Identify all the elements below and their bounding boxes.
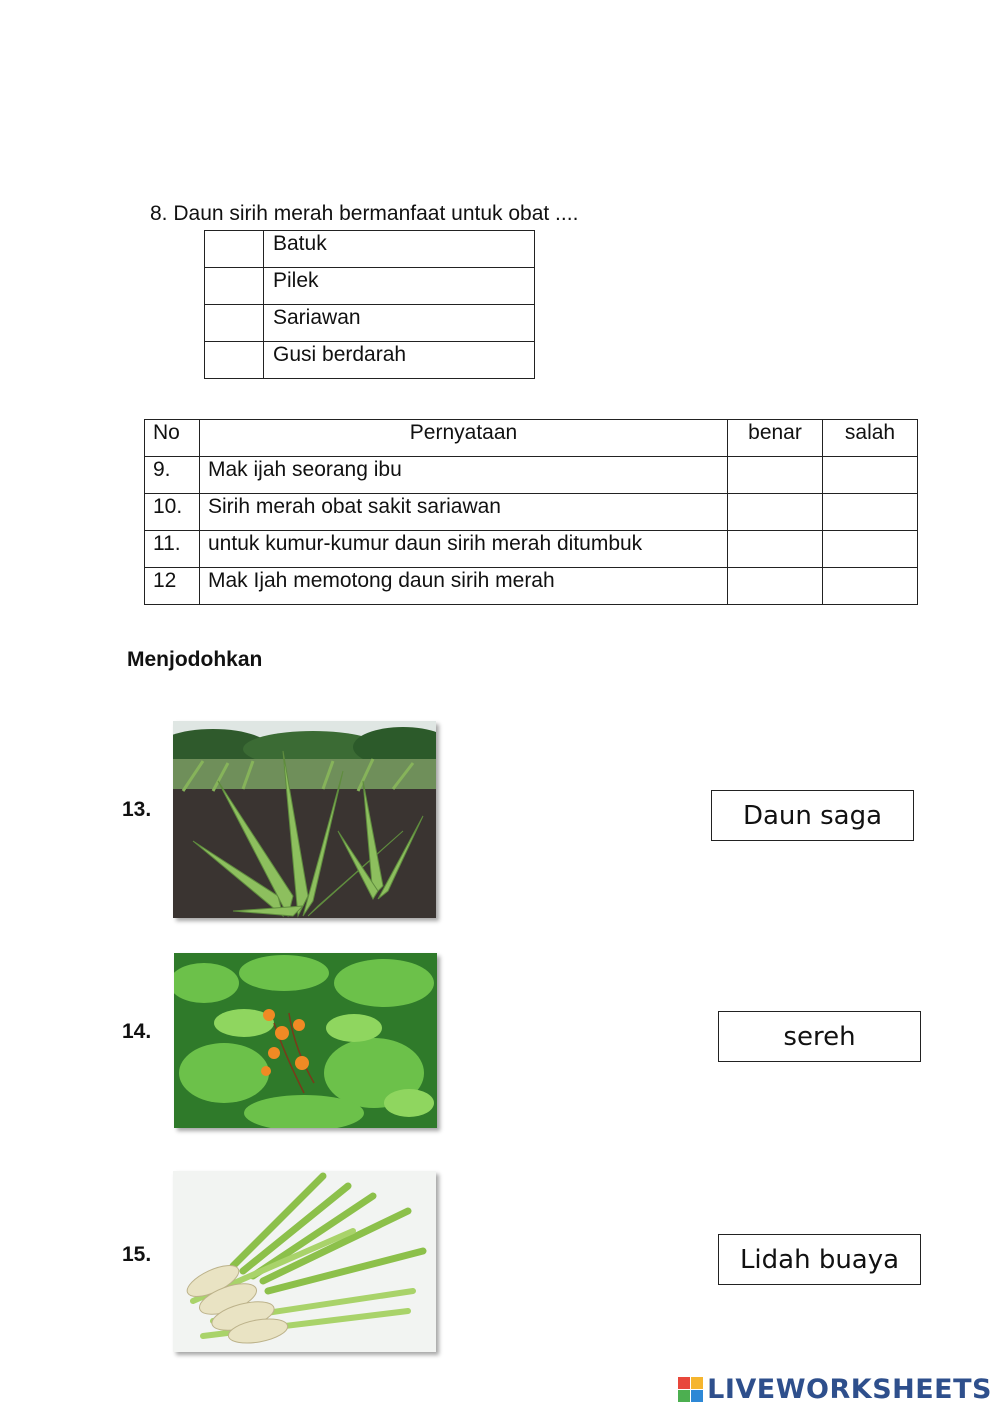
- false-answer-cell[interactable]: [823, 457, 918, 494]
- option-row: [205, 305, 535, 342]
- row-number: 11.: [145, 531, 200, 568]
- header-no: No: [145, 420, 200, 457]
- saga-plant-photo[interactable]: [174, 953, 437, 1128]
- brand-square: [678, 1377, 690, 1389]
- lemongrass-photo[interactable]: [173, 1171, 436, 1352]
- brand-square: [691, 1377, 703, 1389]
- row-statement: Mak ijah seorang ibu: [200, 457, 728, 494]
- table-row: [145, 457, 918, 494]
- brand-square: [678, 1390, 690, 1402]
- answer-card[interactable]: Daun saga: [711, 790, 914, 841]
- table-header-row: [145, 420, 918, 457]
- row-statement: Sirih merah obat sakit sariawan: [200, 494, 728, 531]
- header-false: salah: [823, 420, 918, 457]
- header-true: benar: [728, 420, 823, 457]
- row-number: 10.: [145, 494, 200, 531]
- true-false-table: [144, 419, 918, 605]
- item-number: 15.: [122, 1243, 152, 1266]
- table-row: [145, 494, 918, 531]
- false-answer-cell[interactable]: [823, 531, 918, 568]
- true-answer-cell[interactable]: [728, 457, 823, 494]
- question-8: 8. Daun sirih merah bermanfaat untuk obat ....: [150, 202, 579, 225]
- answer-checkbox[interactable]: [205, 231, 264, 268]
- row-number: 9.: [145, 457, 200, 494]
- brand-text: LIVEWORKSHEETS: [707, 1374, 992, 1405]
- option-label: Batuk: [264, 231, 535, 268]
- answer-checkbox[interactable]: [205, 268, 264, 305]
- option-label: Gusi berdarah: [264, 342, 535, 379]
- row-statement: Mak Ijah memotong daun sirih merah: [200, 568, 728, 605]
- row-statement: untuk kumur-kumur daun sirih merah ditumbuk: [200, 531, 728, 568]
- answer-checkbox[interactable]: [205, 342, 264, 379]
- item-number: 14.: [122, 1020, 152, 1043]
- header-statement: Pernyataan: [200, 420, 728, 457]
- answer-card[interactable]: sereh: [718, 1011, 921, 1062]
- false-answer-cell[interactable]: [823, 568, 918, 605]
- answer-checkbox[interactable]: [205, 305, 264, 342]
- option-label: Pilek: [264, 268, 535, 305]
- item-number: 13.: [122, 798, 152, 821]
- section-title: Menjodohkan: [127, 648, 263, 671]
- table-row: [145, 568, 918, 605]
- q8-options-table: [204, 230, 535, 379]
- brand-squares-icon: [678, 1377, 703, 1402]
- row-number: 12: [145, 568, 200, 605]
- aloe-vera-photo[interactable]: [173, 721, 436, 918]
- table-row: [145, 531, 918, 568]
- brand-square: [691, 1390, 703, 1402]
- false-answer-cell[interactable]: [823, 494, 918, 531]
- answer-card[interactable]: Lidah buaya: [718, 1234, 921, 1285]
- true-answer-cell[interactable]: [728, 494, 823, 531]
- liveworksheets-logo: [678, 1374, 992, 1405]
- option-row: [205, 231, 535, 268]
- true-answer-cell[interactable]: [728, 568, 823, 605]
- option-label: Sariawan: [264, 305, 535, 342]
- true-answer-cell[interactable]: [728, 531, 823, 568]
- option-row: [205, 342, 535, 379]
- option-row: [205, 268, 535, 305]
